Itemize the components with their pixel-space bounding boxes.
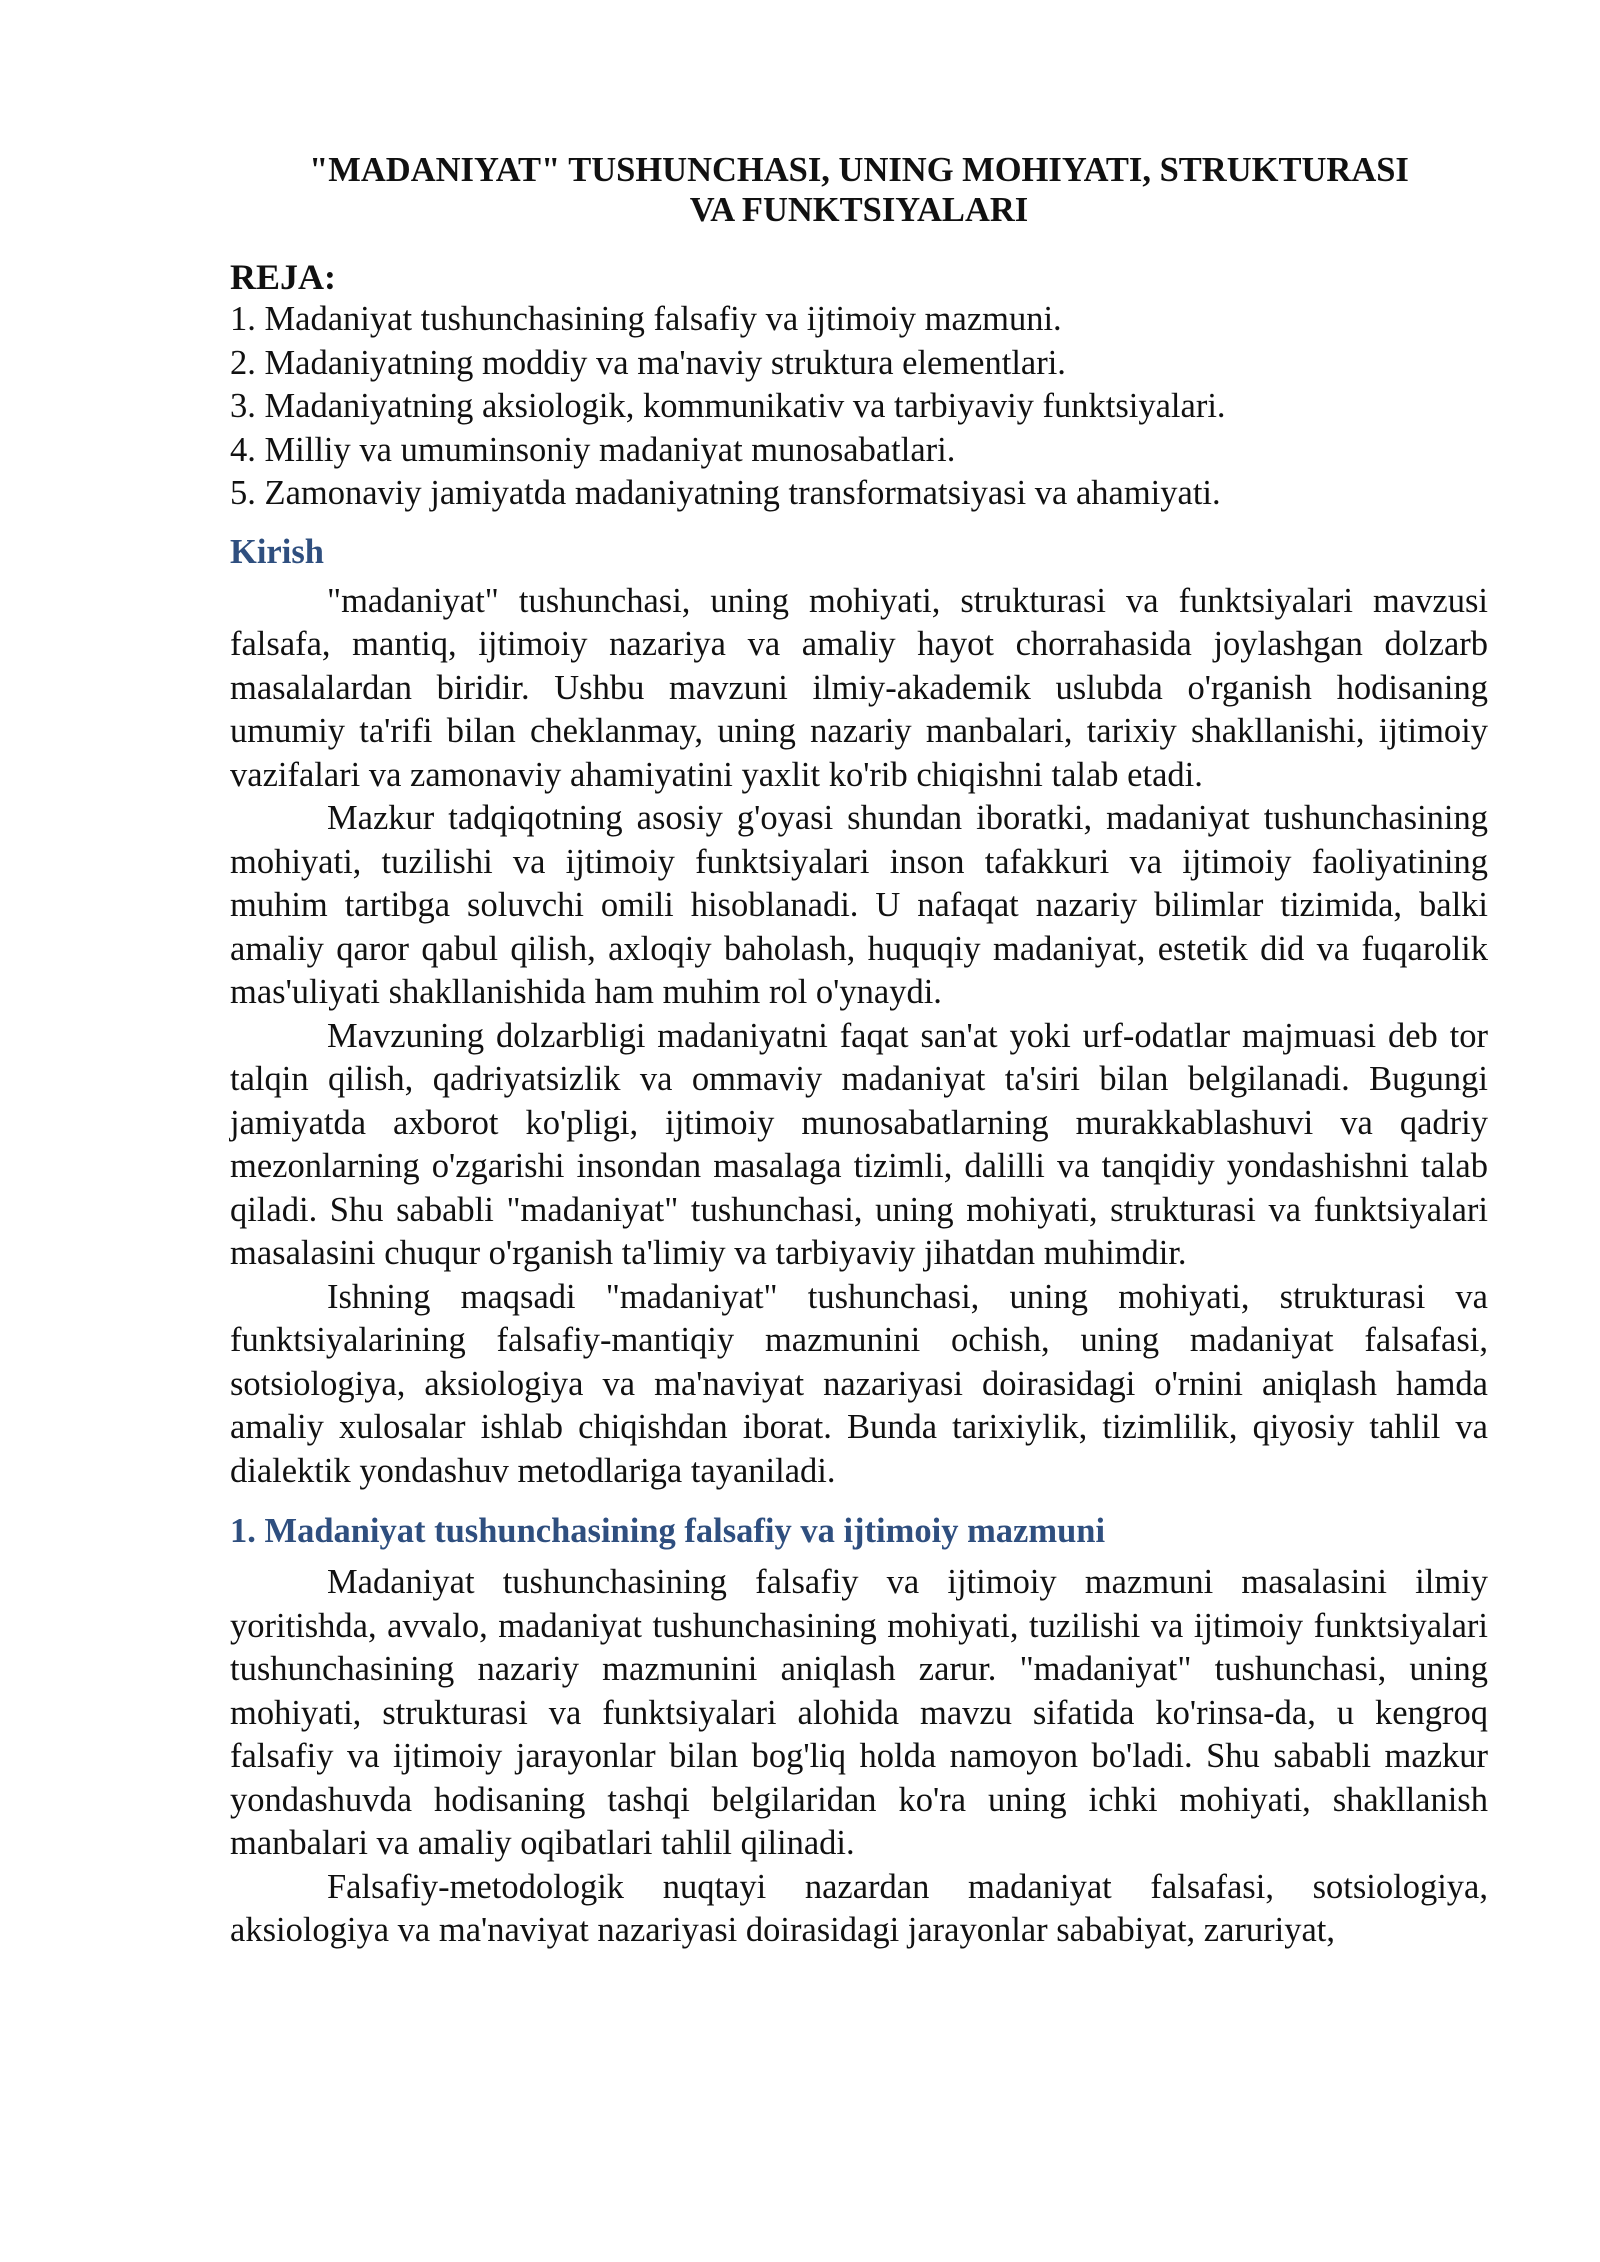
document-title [230,150,1488,230]
intro-paragraph: Mazkur tadqiqotning asosiy g'oyasi shundan iboratki, madaniyat tushunchasining mohiyati, tuzilishi va ijtimoiy funktsiyalari inson tafakkuri va ijtimoiy faoliyatining muhim tartibga soluvchi omili hisoblanadi. U nafaqat nazariy bilimlar tizimida, balki amaliy qaror qabul qilish, axloqiy baholash, huquqiy madaniyat, estetik did va fuqarolik mas'uliyati shakllanishida ham muhim rol o'ynaydi. [230,799,1488,1011]
intro-section [230,530,1488,1494]
document-title-line-1: "MADANIYAT" TUSHUNCHASI, UNING MOHIYATI, STRUKTURASI [309,151,1409,189]
intro-paragraph: "madaniyat" tushunchasi, uning mohiyati, strukturasi va funktsiyalari mavzusi falsafa, mantiq, ijtimoiy nazariya va amaliy hayot chorrahasida joylashgan dolzarb masalalardan biridir. Ushbu mavzuni ilmiy-akademik uslubda o'rganish hodisaning umumiy ta'rifi bilan cheklanmay, uning nazariy manbalari, tarixiy shakllanishi, ijtimoiy vazifalari va zamonaviy ahamiyatini yaxlit ko'rib chiqishni talab etadi. [230,581,1488,794]
plan-item: 2. Madaniyatning moddiy va ma'naviy struktura elementlari. [230,343,1066,382]
document-page [230,150,1488,1953]
intro-heading: Kirish [230,532,324,571]
plan-list [230,298,1488,516]
section-1-paragraph: Madaniyat tushunchasining falsafiy va ijtimoiy mazmuni masalasini ilmiy yoritishda, avvalo, madaniyat tushunchasining mohiyati, tuzilishi va ijtimoiy funktsiyalari tushunchasining nazariy mazmunini aniqlash zarur. "madaniyat" tushunchasi, uning mohiyati, strukturasi va funktsiyalari alohida mavzu sifatida ko'rinsa-da, u kengroq falsafiy va ijtimoiy jarayonlar bilan bog'liq holda namoyon bo'ladi. Shu sababli mazkur yondashuvda hodisaning tashqi belgilaridan ko'ra uning ichki mohiyati, shakllanish manbalari va amaliy oqibatlari tahlil qilinadi. [230,1563,1488,1862]
plan-heading: REJA: [230,257,336,297]
plan-item: 5. Zamonaviy jamiyatda madaniyatning transformatsiyasi va ahamiyati. [230,474,1221,512]
plan-block [230,256,1488,516]
plan-item: 4. Milliy va umuminsoniy madaniyat munosabatlari. [230,430,956,469]
section-1-heading: 1. Madaniyat tushunchasining falsafiy va ijtimoiy mazmuni [230,1512,1106,1550]
section-1 [230,1509,1488,1953]
section-1-paragraph: Falsafiy-metodologik nuqtayi nazardan madaniyat falsafasi, sotsiologiya, aksiologiya va ma'naviyat nazariyasi doirasidagi jarayonlar sababiyat, zaruriyat, [230,1867,1488,1949]
plan-item: 1. Madaniyat tushunchasining falsafiy va ijtimoiy mazmuni. [230,300,1062,338]
document-title-line-2: VA FUNKTSIYALARI [689,191,1029,229]
intro-paragraph: Mavzuning dolzarbligi madaniyatni faqat san'at yoki urf-odatlar majmuasi deb tor talqin qilish, qadriyatsizlik va ommaviy madaniyat ta'siri bilan belgilanadi. Bugungi jamiyatda axborot ko'pligi, ijtimoiy munosabatlarning murakkablashuvi va qadriy mezonlarning o'zgarishi insondan masalaga tizimli, dalilli va tanqidiy yondashishni talab qiladi. Shu sababli "madaniyat" tushunchasi, uning mohiyati, strukturasi va funktsiyalari masalasini chuqur o'rganish ta'limiy va tarbiyaviy jihatdan muhimdir. [230,1016,1488,1272]
plan-item: 3. Madaniyatning aksiologik, kommunikativ va tarbiyaviy funktsiyalari. [230,387,1226,425]
intro-paragraph: Ishning maqsadi "madaniyat" tushunchasi, uning mohiyati, strukturasi va funktsiyalarining falsafiy-mantiqiy mazmunini ochish, uning madaniyat falsafasi, sotsiologiya, aksiologiya va ma'naviyat nazariyasi doirasidagi o'rnini aniqlash hamda amaliy xulosalar ishlab chiqishdan iborat. Bunda tarixiylik, tizimlilik, qiyosiy tahlil va dialektik yondashuv metodlariga tayaniladi. [230,1277,1488,1490]
